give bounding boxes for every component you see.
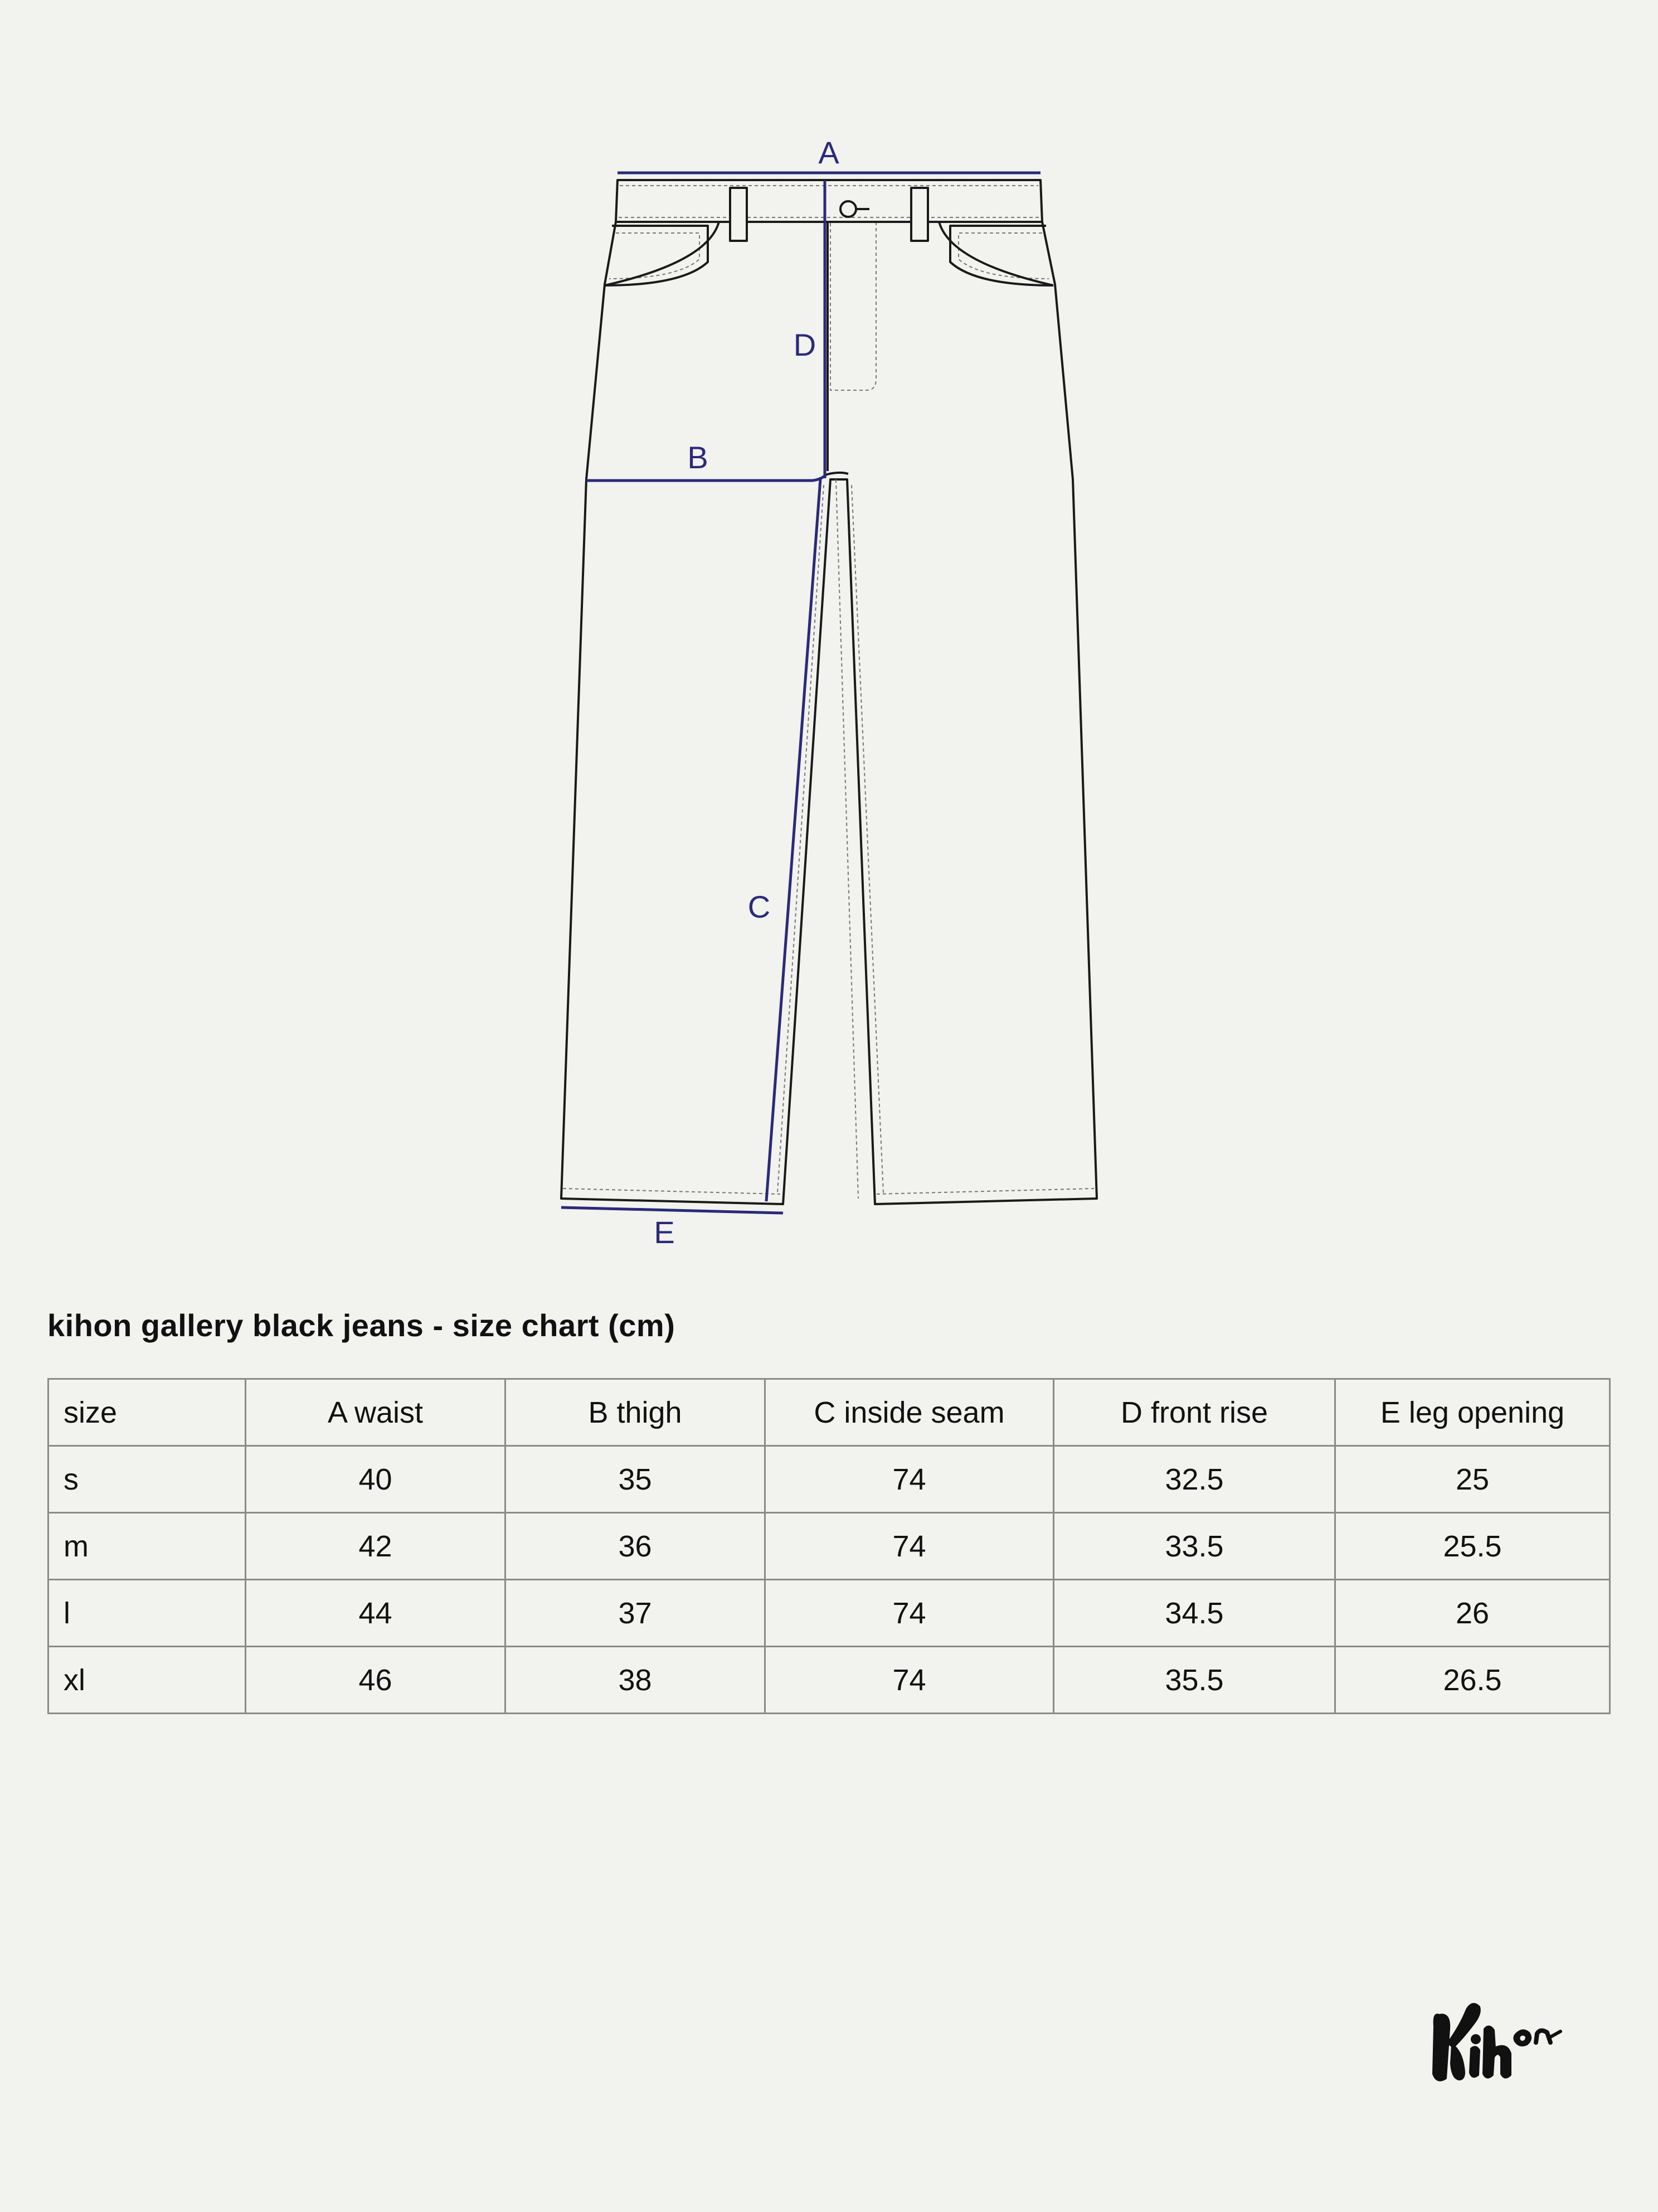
cell-leg-opening: 26: [1335, 1580, 1610, 1647]
cell-leg-opening: 25.5: [1335, 1513, 1610, 1580]
header-front-rise: D front rise: [1054, 1379, 1335, 1446]
cell-front-rise: 33.5: [1054, 1513, 1335, 1580]
cell-waist: 46: [246, 1647, 505, 1714]
cell-waist: 44: [246, 1580, 505, 1647]
cell-inside-seam: 74: [765, 1513, 1054, 1580]
label-e: E: [654, 1215, 675, 1250]
header-inside-seam: C inside seam: [765, 1379, 1054, 1446]
cell-thigh: 36: [505, 1513, 765, 1580]
table-row: [48, 1580, 1610, 1647]
cell-inside-seam: 74: [765, 1446, 1054, 1513]
label-c: C: [747, 889, 771, 924]
cell-size: xl: [48, 1647, 246, 1714]
cell-inside-seam: 74: [765, 1580, 1054, 1647]
cell-size: l: [48, 1580, 246, 1647]
cell-thigh: 37: [505, 1580, 765, 1647]
cell-front-rise: 34.5: [1054, 1580, 1335, 1647]
table-header-row: [48, 1379, 1610, 1446]
label-d: D: [793, 327, 816, 362]
header-leg-opening: E leg opening: [1335, 1379, 1610, 1446]
cell-waist: 42: [246, 1513, 505, 1580]
cell-thigh: 35: [505, 1446, 765, 1513]
header-waist: A waist: [246, 1379, 505, 1446]
header-thigh: B thigh: [505, 1379, 765, 1446]
label-a: A: [818, 135, 839, 170]
size-chart-table: [47, 1378, 1611, 1714]
cell-leg-opening: 25: [1335, 1446, 1610, 1513]
jeans-outline: [561, 180, 1097, 1204]
header-size: size: [48, 1379, 246, 1446]
cell-leg-opening: 26.5: [1335, 1647, 1610, 1714]
size-chart-title: kihon gallery black jeans - size chart (cm): [47, 1308, 675, 1343]
kihon-logo-icon: [1427, 1996, 1594, 2085]
leg-opening-measure-line: [561, 1207, 783, 1213]
inside-seam-measure-line: [766, 479, 820, 1201]
label-b: B: [687, 440, 708, 475]
cell-front-rise: 32.5: [1054, 1446, 1335, 1513]
table-row: [48, 1446, 1610, 1513]
table-row: [48, 1647, 1610, 1714]
cell-thigh: 38: [505, 1647, 765, 1714]
cell-inside-seam: 74: [765, 1647, 1054, 1714]
table-row: [48, 1513, 1610, 1580]
cell-front-rise: 35.5: [1054, 1647, 1335, 1714]
cell-size: m: [48, 1513, 246, 1580]
cell-size: s: [48, 1446, 246, 1513]
cell-waist: 40: [246, 1446, 505, 1513]
